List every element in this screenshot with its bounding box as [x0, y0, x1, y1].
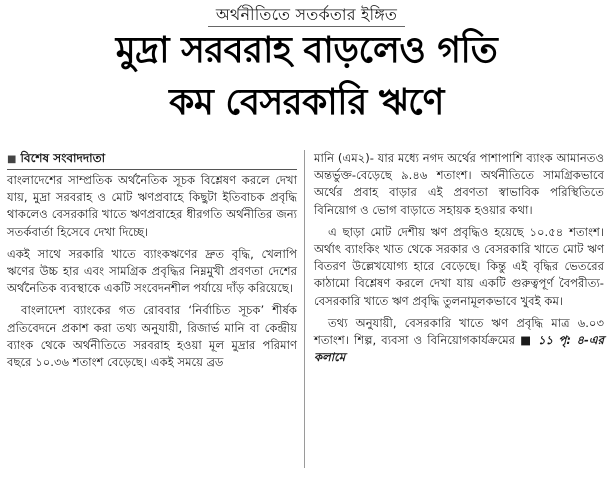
paragraph: বাংলাদেশ ব্যাংকের গত রোববার ‘নির্বাচিত সূচক’ শীর্ষক প্রতিবেদনে প্রকাশ করা তথ্য অনুযায়ী, রিজার্ভ মানি বা কেন্দ্রীয় ব্যাংক থেকে অর্থনীতিতে সরবরাহ হওয়া মূল মুদ্রার পরিমাণ বছরে ১০.৩৬ শতাংশ বেড়েছে। একই সময়ে ব্রড	[7, 303, 297, 370]
byline-text: বিশেষ সংবাদদাতা	[20, 151, 106, 165]
paragraph: এ ছাড়া মোট দেশীয় ঋণ প্রবৃদ্ধিও হয়েছে ১০.৫৪ শতাংশ। অর্থাৎ ব্যাংকিং খাত থেকে সরকার ও বেসরকারি খাতে মোট ঋণ বিতরণ উল্লেখযোগ্য হারে বেড়েছে। কিন্তু এই বৃদ্ধির ভেতরের কাঠামো বিশ্লেষণ করলে দেখা যায় একটি গুরুত্বপূর্ণ বৈপরীত্য- বেসরকারি খাতে ঋণ প্রবৃদ্ধি তুলনামূলকভাবে খুবই কম।	[314, 224, 604, 308]
column-divider	[304, 150, 305, 468]
kicker-container	[0, 4, 613, 27]
kicker: অর্থনীতিতে সতর্কতার ইঙ্গিত	[208, 4, 405, 27]
bullet-square-icon: ■	[7, 154, 17, 165]
headline-line-2: কম বেসরকারি ঋণে	[169, 82, 444, 123]
paragraph: বাংলাদেশের সাম্প্রতিক অর্থনৈতিক সূচক বিশ্লেষণ করলে দেখা যায়, মুদ্রা সরবরাহ ও মোট ঋণপ্রবাহে কিছুটা ইতিবাচক প্রবৃদ্ধি থাকলেও বেসরকারি খাতে ঋণপ্রবাহের ধীরগতি অর্থনীতির জন্য সতর্কবার্তা হিসেবে দেখা দিচ্ছে।	[7, 173, 297, 239]
article-column-right	[314, 150, 604, 366]
paragraph-text: তথ্য অনুযায়ী, বেসরকারি খাতে ঋণ প্রবৃদ্ধি মাত্র ৬.০৩ শতাংশ। শিল্প, ব্যবসা ও বিনিয়োগকার্যক্রমের	[314, 315, 604, 348]
byline	[7, 150, 297, 170]
jump-text: ১১ পৃ: ৪-এর কলামে	[314, 333, 604, 365]
continuation-jump: ■ ১১ পৃ: ৪-এর কলামে	[314, 333, 604, 365]
paragraph: মানি (এম২)- যার মধ্যে নগদ অর্থের পাশাপাশি ব্যাংক আমানতও অন্তর্ভুক্ত-বেড়েছে ৯.৪৬ শতাংশ। অর্থনীতিতে সামগ্রিকভাবে অর্থের প্রবাহ বাড়ার এই প্রবণতা স্বাভাবিক পরিস্থিতিতে বিনিয়োগ ও ভোগ বাড়াতে সহায়ক হওয়ার কথা।	[314, 151, 604, 217]
article-column-left	[7, 150, 297, 371]
headline-line-1: মুদ্রা সরবরাহ বাড়লেও গতি	[115, 30, 498, 71]
paragraph: একই সাথে সরকারি খাতে ব্যাংকঋণের দ্রুত বৃদ্ধি, খেলাপি ঋণের উচ্চ হার এবং সামগ্রিক প্রবৃদ্ধির নিম্নমুখী প্রবণতা দেশের অর্থনৈতিক ব্যবস্থাকে একটি সংবেদনশীল পর্যায়ে দাঁড় করিয়েছে।	[7, 246, 297, 296]
paragraph	[314, 315, 604, 367]
